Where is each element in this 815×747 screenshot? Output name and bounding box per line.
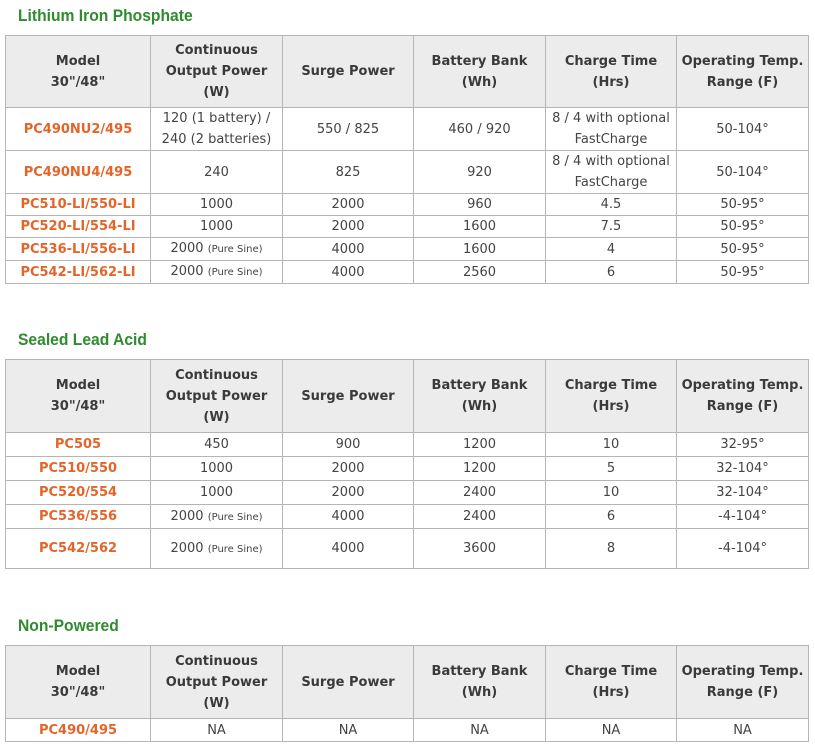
model-cell: PC542-LI/562-LI: [6, 261, 151, 284]
header-operating-temp: Operating Temp. Range (F): [677, 36, 809, 108]
table-row: [6, 261, 809, 284]
surge-power-cell: 2000: [283, 481, 414, 505]
continuous-power-cell: 240: [151, 151, 283, 194]
continuous-power-cell: [151, 529, 283, 569]
operating-temp-cell: 32-104°: [677, 481, 809, 505]
charge-time-cell: 8 / 4 with optional FastCharge: [546, 151, 677, 194]
operating-temp-cell: -4-104°: [677, 529, 809, 569]
operating-temp-cell: -4-104°: [677, 505, 809, 529]
header-charge-time: Charge Time (Hrs): [546, 36, 677, 108]
continuous-power-cell: 1000: [151, 481, 283, 505]
power-value: 2000: [170, 540, 204, 556]
model-cell: PC490NU4/495: [6, 151, 151, 194]
header-charge-time: Charge Time (Hrs): [546, 360, 677, 433]
model-cell: PC490/495: [6, 719, 151, 742]
power-note: (Pure Sine): [207, 543, 263, 555]
model-cell: PC536/556: [6, 505, 151, 529]
charge-time-cell: 8 / 4 with optional FastCharge: [546, 108, 677, 151]
table-row: [6, 151, 809, 194]
power-value: 2000: [170, 508, 204, 524]
battery-bank-cell: 1600: [414, 238, 546, 261]
surge-power-cell: 4000: [283, 238, 414, 261]
continuous-power-cell: NA: [151, 719, 283, 742]
charge-time-cell: 10: [546, 433, 677, 457]
header-battery-bank: Battery Bank (Wh): [414, 36, 546, 108]
battery-bank-cell: 460 / 920: [414, 108, 546, 151]
surge-power-cell: 825: [283, 151, 414, 194]
header-surge-power: Surge Power: [283, 360, 414, 433]
battery-bank-cell: 1200: [414, 457, 546, 481]
header-operating-temp: Operating Temp. Range (F): [677, 360, 809, 433]
header-operating-temp: Operating Temp. Range (F): [677, 646, 809, 719]
charge-time-cell: 5: [546, 457, 677, 481]
charge-time-cell: 8: [546, 529, 677, 569]
model-cell: PC542/562: [6, 529, 151, 569]
operating-temp-cell: 50-104°: [677, 108, 809, 151]
surge-power-cell: 900: [283, 433, 414, 457]
surge-power-cell: 2000: [283, 457, 414, 481]
continuous-power-cell: [151, 261, 283, 284]
model-cell: PC536-LI/556-LI: [6, 238, 151, 261]
power-value: 2000: [170, 264, 204, 279]
battery-bank-cell: 2400: [414, 505, 546, 529]
header-surge-power: Surge Power: [283, 646, 414, 719]
table-row: [6, 457, 809, 481]
model-cell: PC510/550: [6, 457, 151, 481]
operating-temp-cell: 32-95°: [677, 433, 809, 457]
power-value: 2000: [170, 241, 204, 256]
battery-bank-cell: 1600: [414, 216, 546, 238]
battery-bank-cell: 2400: [414, 481, 546, 505]
charge-time-cell: NA: [546, 719, 677, 742]
table-row: [6, 529, 809, 569]
charge-time-cell: 6: [546, 505, 677, 529]
charge-time-cell: 4: [546, 238, 677, 261]
charge-time-cell: 7.5: [546, 216, 677, 238]
operating-temp-cell: 50-104°: [677, 151, 809, 194]
table-header-row: [6, 360, 809, 433]
battery-bank-cell: 3600: [414, 529, 546, 569]
table-header-row: [6, 646, 809, 719]
table-row: [6, 216, 809, 238]
surge-power-cell: 550 / 825: [283, 108, 414, 151]
header-charge-time: Charge Time (Hrs): [546, 646, 677, 719]
surge-power-cell: 2000: [283, 216, 414, 238]
power-note: (Pure Sine): [207, 267, 263, 278]
header-model: Model 30"/48": [6, 646, 151, 719]
header-battery-bank: Battery Bank (Wh): [414, 646, 546, 719]
model-cell: PC510-LI/550-LI: [6, 194, 151, 216]
power-note: (Pure Sine): [207, 244, 263, 255]
section-title-non-powered: Non-Powered: [18, 616, 119, 635]
continuous-power-cell: 120 (1 battery) / 240 (2 batteries): [151, 108, 283, 151]
operating-temp-cell: 50-95°: [677, 194, 809, 216]
table-row: [6, 194, 809, 216]
model-cell: PC520-LI/554-LI: [6, 216, 151, 238]
table-row: [6, 108, 809, 151]
operating-temp-cell: 50-95°: [677, 261, 809, 284]
section-title-sealed-lead-acid: Sealed Lead Acid: [18, 330, 147, 349]
battery-bank-cell: 960: [414, 194, 546, 216]
model-cell: PC520/554: [6, 481, 151, 505]
non-powered-spec-table: [5, 645, 809, 742]
header-model: Model 30"/48": [6, 360, 151, 433]
operating-temp-cell: NA: [677, 719, 809, 742]
continuous-power-cell: [151, 505, 283, 529]
header-surge-power: Surge Power: [283, 36, 414, 108]
surge-power-cell: 4000: [283, 529, 414, 569]
battery-bank-cell: NA: [414, 719, 546, 742]
surge-power-cell: 4000: [283, 261, 414, 284]
charge-time-cell: 4.5: [546, 194, 677, 216]
continuous-power-cell: 1000: [151, 457, 283, 481]
table-row: [6, 481, 809, 505]
power-note: (Pure Sine): [207, 511, 263, 523]
operating-temp-cell: 50-95°: [677, 238, 809, 261]
battery-bank-cell: 920: [414, 151, 546, 194]
model-cell: PC490NU2/495: [6, 108, 151, 151]
operating-temp-cell: 32-104°: [677, 457, 809, 481]
section-title-lithium: Lithium Iron Phosphate: [18, 6, 193, 25]
charge-time-cell: 6: [546, 261, 677, 284]
table-header-row: [6, 36, 809, 108]
header-model: Model 30"/48": [6, 36, 151, 108]
charge-time-cell: 10: [546, 481, 677, 505]
surge-power-cell: NA: [283, 719, 414, 742]
header-continuous-power: Continuous Output Power (W): [151, 36, 283, 108]
model-cell: PC505: [6, 433, 151, 457]
continuous-power-cell: [151, 238, 283, 261]
continuous-power-cell: 1000: [151, 194, 283, 216]
table-row: [6, 505, 809, 529]
header-battery-bank: Battery Bank (Wh): [414, 360, 546, 433]
continuous-power-cell: 1000: [151, 216, 283, 238]
operating-temp-cell: 50-95°: [677, 216, 809, 238]
continuous-power-cell: 450: [151, 433, 283, 457]
header-continuous-power: Continuous Output Power (W): [151, 360, 283, 433]
sealed-lead-acid-spec-table: [5, 359, 809, 569]
surge-power-cell: 2000: [283, 194, 414, 216]
surge-power-cell: 4000: [283, 505, 414, 529]
battery-bank-cell: 1200: [414, 433, 546, 457]
lithium-spec-table: [5, 35, 809, 284]
table-row: [6, 433, 809, 457]
table-row: [6, 719, 809, 742]
battery-bank-cell: 2560: [414, 261, 546, 284]
table-row: [6, 238, 809, 261]
header-continuous-power: Continuous Output Power (W): [151, 646, 283, 719]
